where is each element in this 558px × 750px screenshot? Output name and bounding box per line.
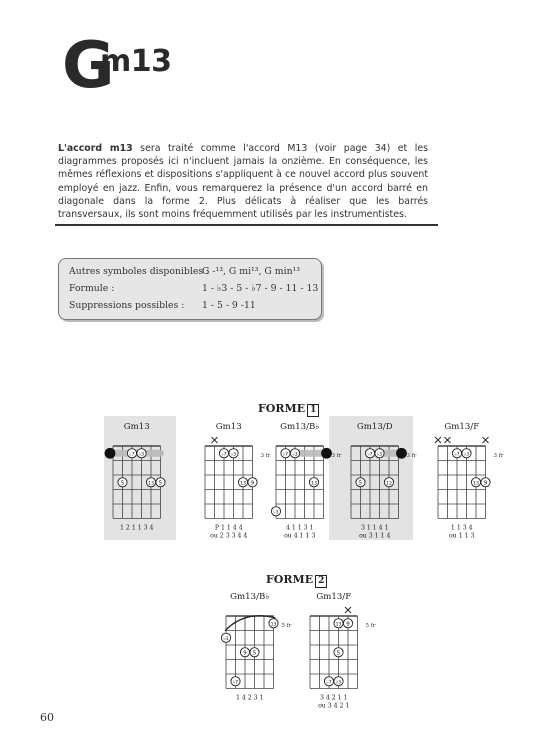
fingering-label: P 1 1 4 4 bbox=[214, 524, 243, 532]
chord-name: Gm13/D bbox=[356, 422, 393, 432]
barre-arc bbox=[225, 616, 276, 631]
intro-lead: L'accord m13 bbox=[58, 143, 133, 154]
finger-dot-label: ♭3 bbox=[230, 452, 237, 458]
finger-dot-label: 9 bbox=[346, 621, 350, 628]
fret-label: 5 fr bbox=[365, 623, 376, 629]
finger-dot-label: 13 bbox=[473, 481, 479, 487]
symbols-row-value: G -¹³, G mi¹³, G min¹³ bbox=[202, 266, 301, 277]
barre-end-marker bbox=[321, 448, 332, 459]
chord-title-suffix: m13 bbox=[100, 44, 172, 79]
finger-dot-label: ♭3 bbox=[223, 636, 229, 642]
fret-label: 3 fr bbox=[331, 453, 342, 459]
fingering-label: 1 1 3 4 bbox=[450, 524, 473, 532]
finger-dot-label: 9 bbox=[483, 480, 488, 487]
finger-dot-label: ♭3 bbox=[138, 452, 145, 458]
finger-dot-label: 13 bbox=[311, 481, 317, 487]
finger-dot-label: ♭3 bbox=[292, 452, 298, 458]
chord-diagram bbox=[105, 422, 165, 532]
forme-2-label: FORME bbox=[266, 573, 314, 586]
fret-label: 3 fr bbox=[493, 453, 504, 459]
finger-dot-label: 9 bbox=[250, 480, 255, 487]
fingering-label: ou 1 1 3 bbox=[449, 532, 475, 540]
chord-name: Gm13/F bbox=[316, 592, 352, 602]
finger-dot-label: ♭3 bbox=[335, 680, 342, 686]
finger-dot-label: ♭7 bbox=[129, 452, 135, 458]
finger-dot-label: 9 bbox=[243, 650, 247, 657]
chord-name: Gm13/F bbox=[444, 422, 480, 432]
finger-dot-label: 13 bbox=[148, 481, 154, 487]
chord-diagram bbox=[310, 592, 376, 710]
fingering-label: 3 4 2 1 1 bbox=[319, 694, 348, 702]
finger-dot-label: ♭3 bbox=[376, 452, 383, 458]
chord-name: Gm13 bbox=[123, 422, 150, 432]
fingering-label: 1 2 1 1 3 4 bbox=[120, 524, 154, 532]
finger-dot-label: 5 bbox=[358, 480, 363, 487]
finger-dot-label: 13 bbox=[240, 481, 246, 487]
finger-dot-label: 5 bbox=[252, 650, 257, 657]
finger-dot-label: ♭3 bbox=[463, 452, 470, 458]
fret-label: 5 fr bbox=[281, 623, 292, 629]
fret-label: 3 fr bbox=[260, 453, 271, 459]
chord-diagram bbox=[435, 422, 504, 540]
finger-dot-label: 5 bbox=[336, 650, 341, 657]
chord-diagram bbox=[271, 422, 341, 540]
forme-2-number: 2 bbox=[315, 575, 327, 588]
fingering-label: ou 3 1 1 4 bbox=[359, 532, 391, 540]
finger-dot-label: ♭7 bbox=[454, 452, 460, 458]
fingering-label: ou 4 1 1 3 bbox=[284, 532, 316, 540]
symbols-row-label: Autres symboles disponibles : bbox=[69, 266, 210, 277]
finger-dot-label: ♭7 bbox=[282, 452, 289, 458]
finger-dot-label: ♭7 bbox=[232, 680, 239, 686]
finger-dot-label: 5 bbox=[120, 480, 125, 487]
finger-dot-label: 13 bbox=[270, 622, 277, 628]
formula-row-value: 1 - ♭3 - 5 - ♭7 - 9 - 11 - 13 bbox=[202, 283, 319, 294]
chord-name: Gm13 bbox=[215, 422, 242, 432]
fingering-label: 4 1 1 3 1 bbox=[285, 524, 314, 532]
finger-dot-label: 12 bbox=[386, 481, 392, 487]
finger-dot-label: ♭3 bbox=[273, 510, 279, 516]
fingering-label: 1 4 2 3 1 bbox=[235, 694, 264, 702]
suppressions-row-label: Suppressions possibles : bbox=[69, 300, 185, 311]
finger-dot-label: ♭7 bbox=[367, 452, 373, 458]
chord-name: Gm13/B♭ bbox=[280, 422, 320, 432]
barre-end-marker bbox=[396, 448, 407, 459]
chord-diagram bbox=[205, 422, 271, 540]
suppressions-row-value: 1 - 5 - 9 -11 bbox=[202, 300, 256, 311]
chord-diagram bbox=[351, 422, 417, 540]
finger-dot-label: ♭7 bbox=[326, 680, 332, 686]
fingering-label: ou 3 4 2 1 bbox=[318, 702, 350, 710]
forme-1-number: 1 bbox=[307, 404, 319, 417]
fret-label: 3 fr bbox=[406, 453, 417, 459]
finger-dot-label: ♭7 bbox=[221, 452, 227, 458]
chord-name: Gm13/B♭ bbox=[230, 592, 270, 602]
formula-row-label: Formule : bbox=[69, 283, 115, 294]
fingering-label: ou 2 3 3 4 4 bbox=[210, 532, 248, 540]
page-number: 60 bbox=[40, 711, 54, 724]
chord-diagram bbox=[221, 592, 291, 702]
forme-1-label: FORME bbox=[258, 402, 306, 415]
chord-title-root: G bbox=[62, 29, 113, 103]
finger-dot-label: 13 bbox=[335, 622, 342, 628]
intro-text: sera traité comme l'accord M13 (voir page 34) et les diagrammes proposés ici n'incluent jamais la onzième. En conséquence, les mêmes réflexions et dispositions s'appliquent à ce nouvel accord plus souvent employé en jazz. Enfin, vous remarquerez la présence d'un accord barré en diagonale dans la forme 2. Plus délicats à réaliser que les barrés transversaux, ils sont moins fréquemment utilisés par les instrumentistes. bbox=[58, 143, 429, 221]
barre-end-marker bbox=[105, 448, 116, 459]
finger-dot-label: 5 bbox=[158, 480, 163, 487]
fingering-label: 3 1 1 4 1 bbox=[360, 524, 389, 532]
